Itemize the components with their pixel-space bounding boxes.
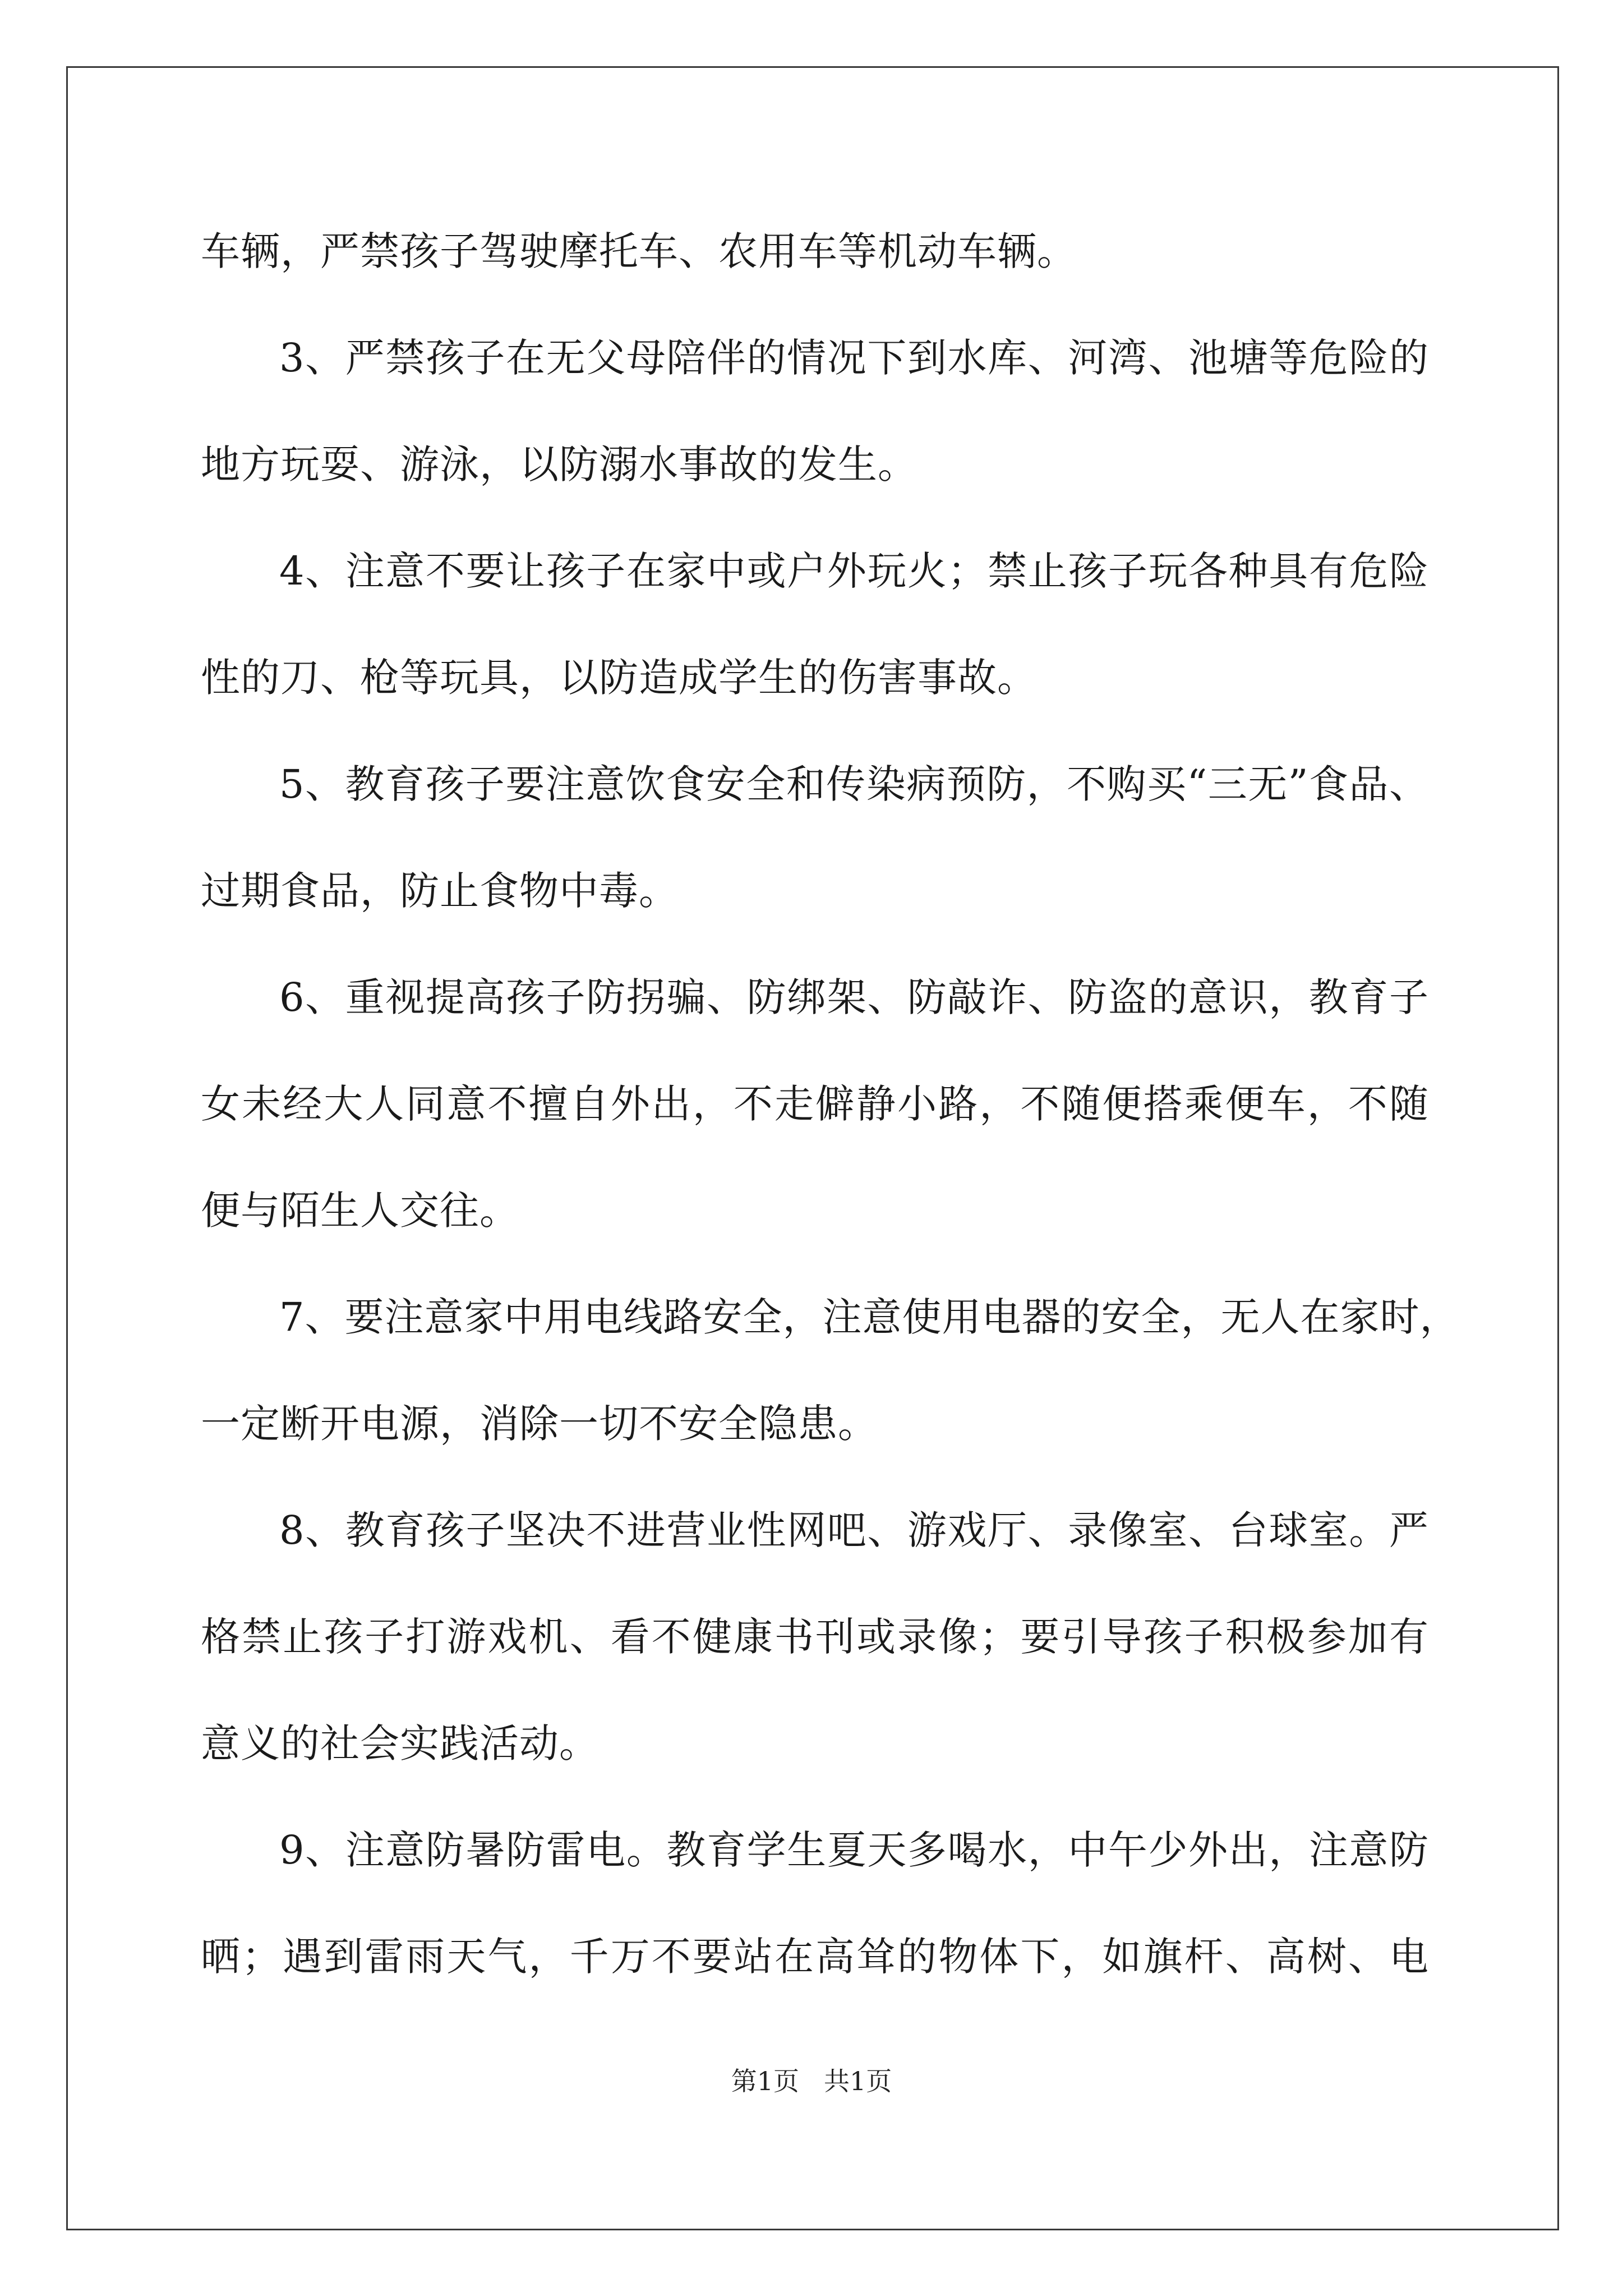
page-number: 第1页: [731, 2066, 800, 2096]
page-footer: [0, 2064, 1623, 2098]
text-line: 地方玩耍、游泳，以防溺水事故的发生。: [201, 441, 917, 487]
text-line: 过期食品，防止食物中毒。: [201, 868, 679, 914]
text-line: 便与陌生人交往。: [201, 1188, 519, 1234]
text-line: 6、重视提高孩子防拐骗、防绑架、防敲诈、防盗的意识，教育子: [279, 974, 1429, 1020]
text-line: 7、要注意家中用电线路安全，注意使用电器的安全，无人在家时，: [279, 1294, 1460, 1340]
page-total: 共1页: [823, 2066, 892, 2096]
text-line: 意义的社会实践活动。: [201, 1720, 599, 1766]
text-line: 车辆，严禁孩子驾驶摩托车、农用车等机动车辆。: [201, 228, 1077, 274]
document-body: [201, 218, 1460, 2030]
text-line: 晒；遇到雷雨天气，千万不要站在高耸的物体下，如旗杆、高树、电: [201, 1934, 1429, 1980]
text-line: 3、严禁孩子在无父母陪伴的情况下到水库、河湾、池塘等危险的: [279, 335, 1429, 381]
text-line: 女未经大人同意不擅自外出，不走僻静小路，不随便搭乘便车，不随: [201, 1081, 1429, 1127]
text-line: 格禁止孩子打游戏机、看不健康书刊或录像；要引导孩子积极参加有: [201, 1614, 1429, 1660]
text-line: 性的刀、枪等玩具，以防造成学生的伤害事故。: [201, 655, 1037, 701]
text-line: 4、注意不要让孩子在家中或户外玩火；禁止孩子玩各种具有危险: [279, 548, 1429, 594]
text-line: 9、注意防暑防雷电。教育学生夏天多喝水，中午少外出，注意防: [279, 1827, 1429, 1873]
text-line: 一定断开电源，消除一切不安全隐患。: [201, 1401, 878, 1447]
text-line: 5、教育孩子要注意饮食安全和传染病预防，不购买“三无”食品、: [279, 761, 1429, 807]
text-line: 8、教育孩子坚决不进营业性网吧、游戏厅、录像室、台球室。严: [279, 1507, 1429, 1553]
